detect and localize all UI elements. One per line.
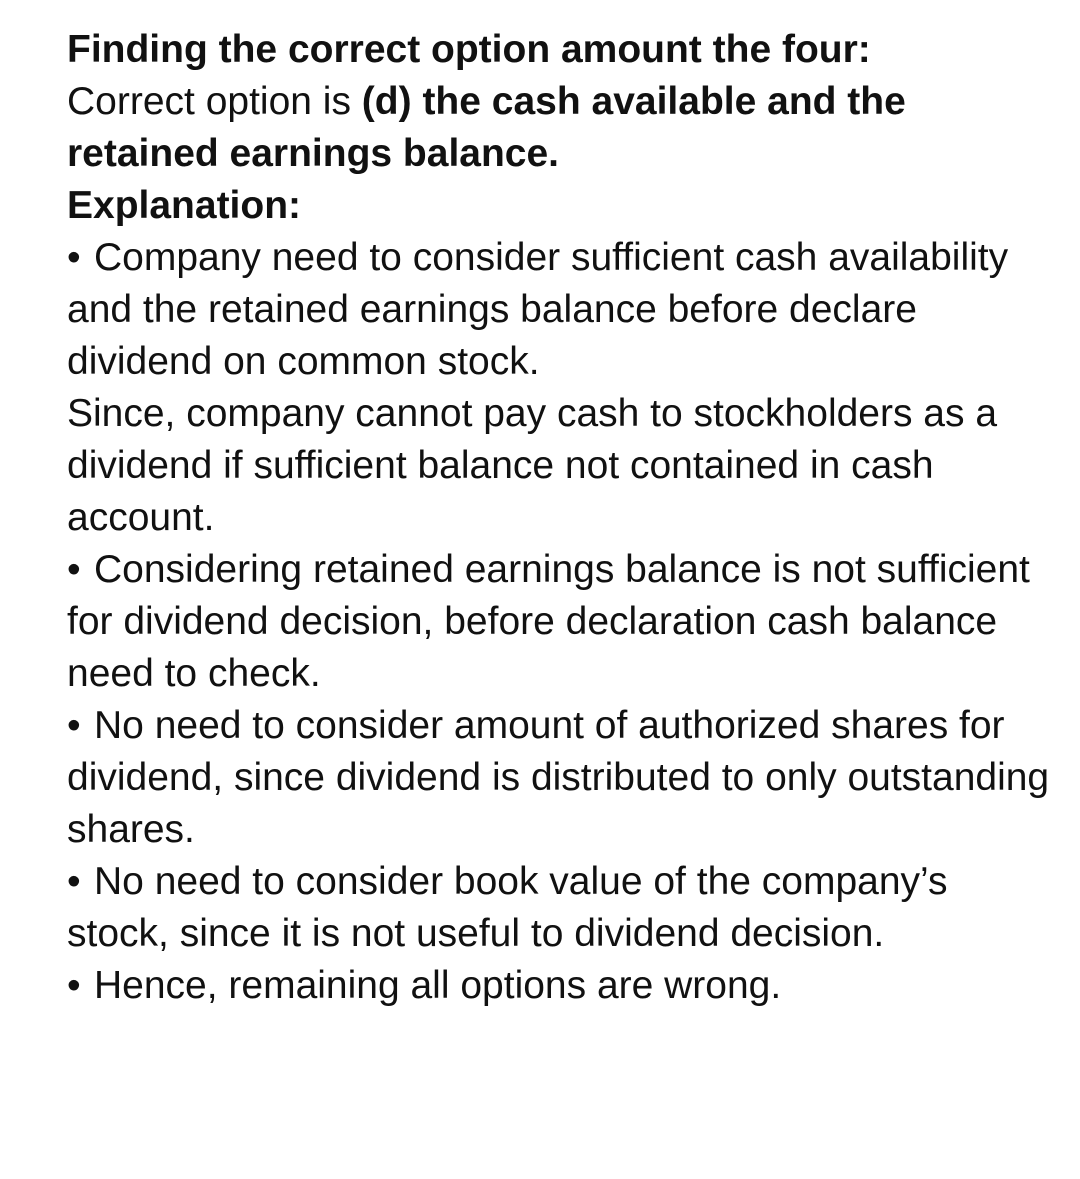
bullet-text: Hence, remaining all options are wrong. [94, 964, 782, 1007]
explanation-label: Explanation: [67, 184, 302, 227]
bullet-item [67, 544, 1057, 700]
bullet-item [67, 700, 1057, 856]
bullet-item [67, 856, 1057, 960]
bullet-text: Company need to consider sufficient cash availability and the retained earnings balance before declare dividend on common stock. [67, 236, 1009, 383]
answer-line [67, 76, 1057, 180]
bullet-text: Considering retained earnings balance is not sufficient for dividend decision, before declaration cash balance need to check. [67, 548, 1030, 695]
bullet-icon: • [67, 860, 81, 903]
bullet-item [67, 232, 1057, 388]
bullet-text: No need to consider book value of the company’s stock, since it is not useful to dividend decision. [67, 860, 948, 955]
bullet-item [67, 960, 1057, 1012]
heading: Finding the correct option amount the four: [67, 28, 871, 71]
bullet-icon: • [67, 236, 81, 279]
bullet-text: No need to consider amount of authorized shares for dividend, since dividend is distributed to only outstanding shares. [67, 704, 1050, 851]
bullet-icon: • [67, 964, 81, 1007]
bullet-continuation: Since, company cannot pay cash to stockholders as a dividend if sufficient balance not contained in cash account. [67, 392, 998, 539]
bullet-icon: • [67, 548, 81, 591]
solution-document [67, 24, 1057, 1012]
answer-option: (d) [361, 80, 412, 123]
answer-text: the cash available and the retained earnings balance. [67, 80, 906, 175]
answer-prefix: Correct option is [67, 80, 362, 123]
bullet-icon: • [67, 704, 81, 747]
